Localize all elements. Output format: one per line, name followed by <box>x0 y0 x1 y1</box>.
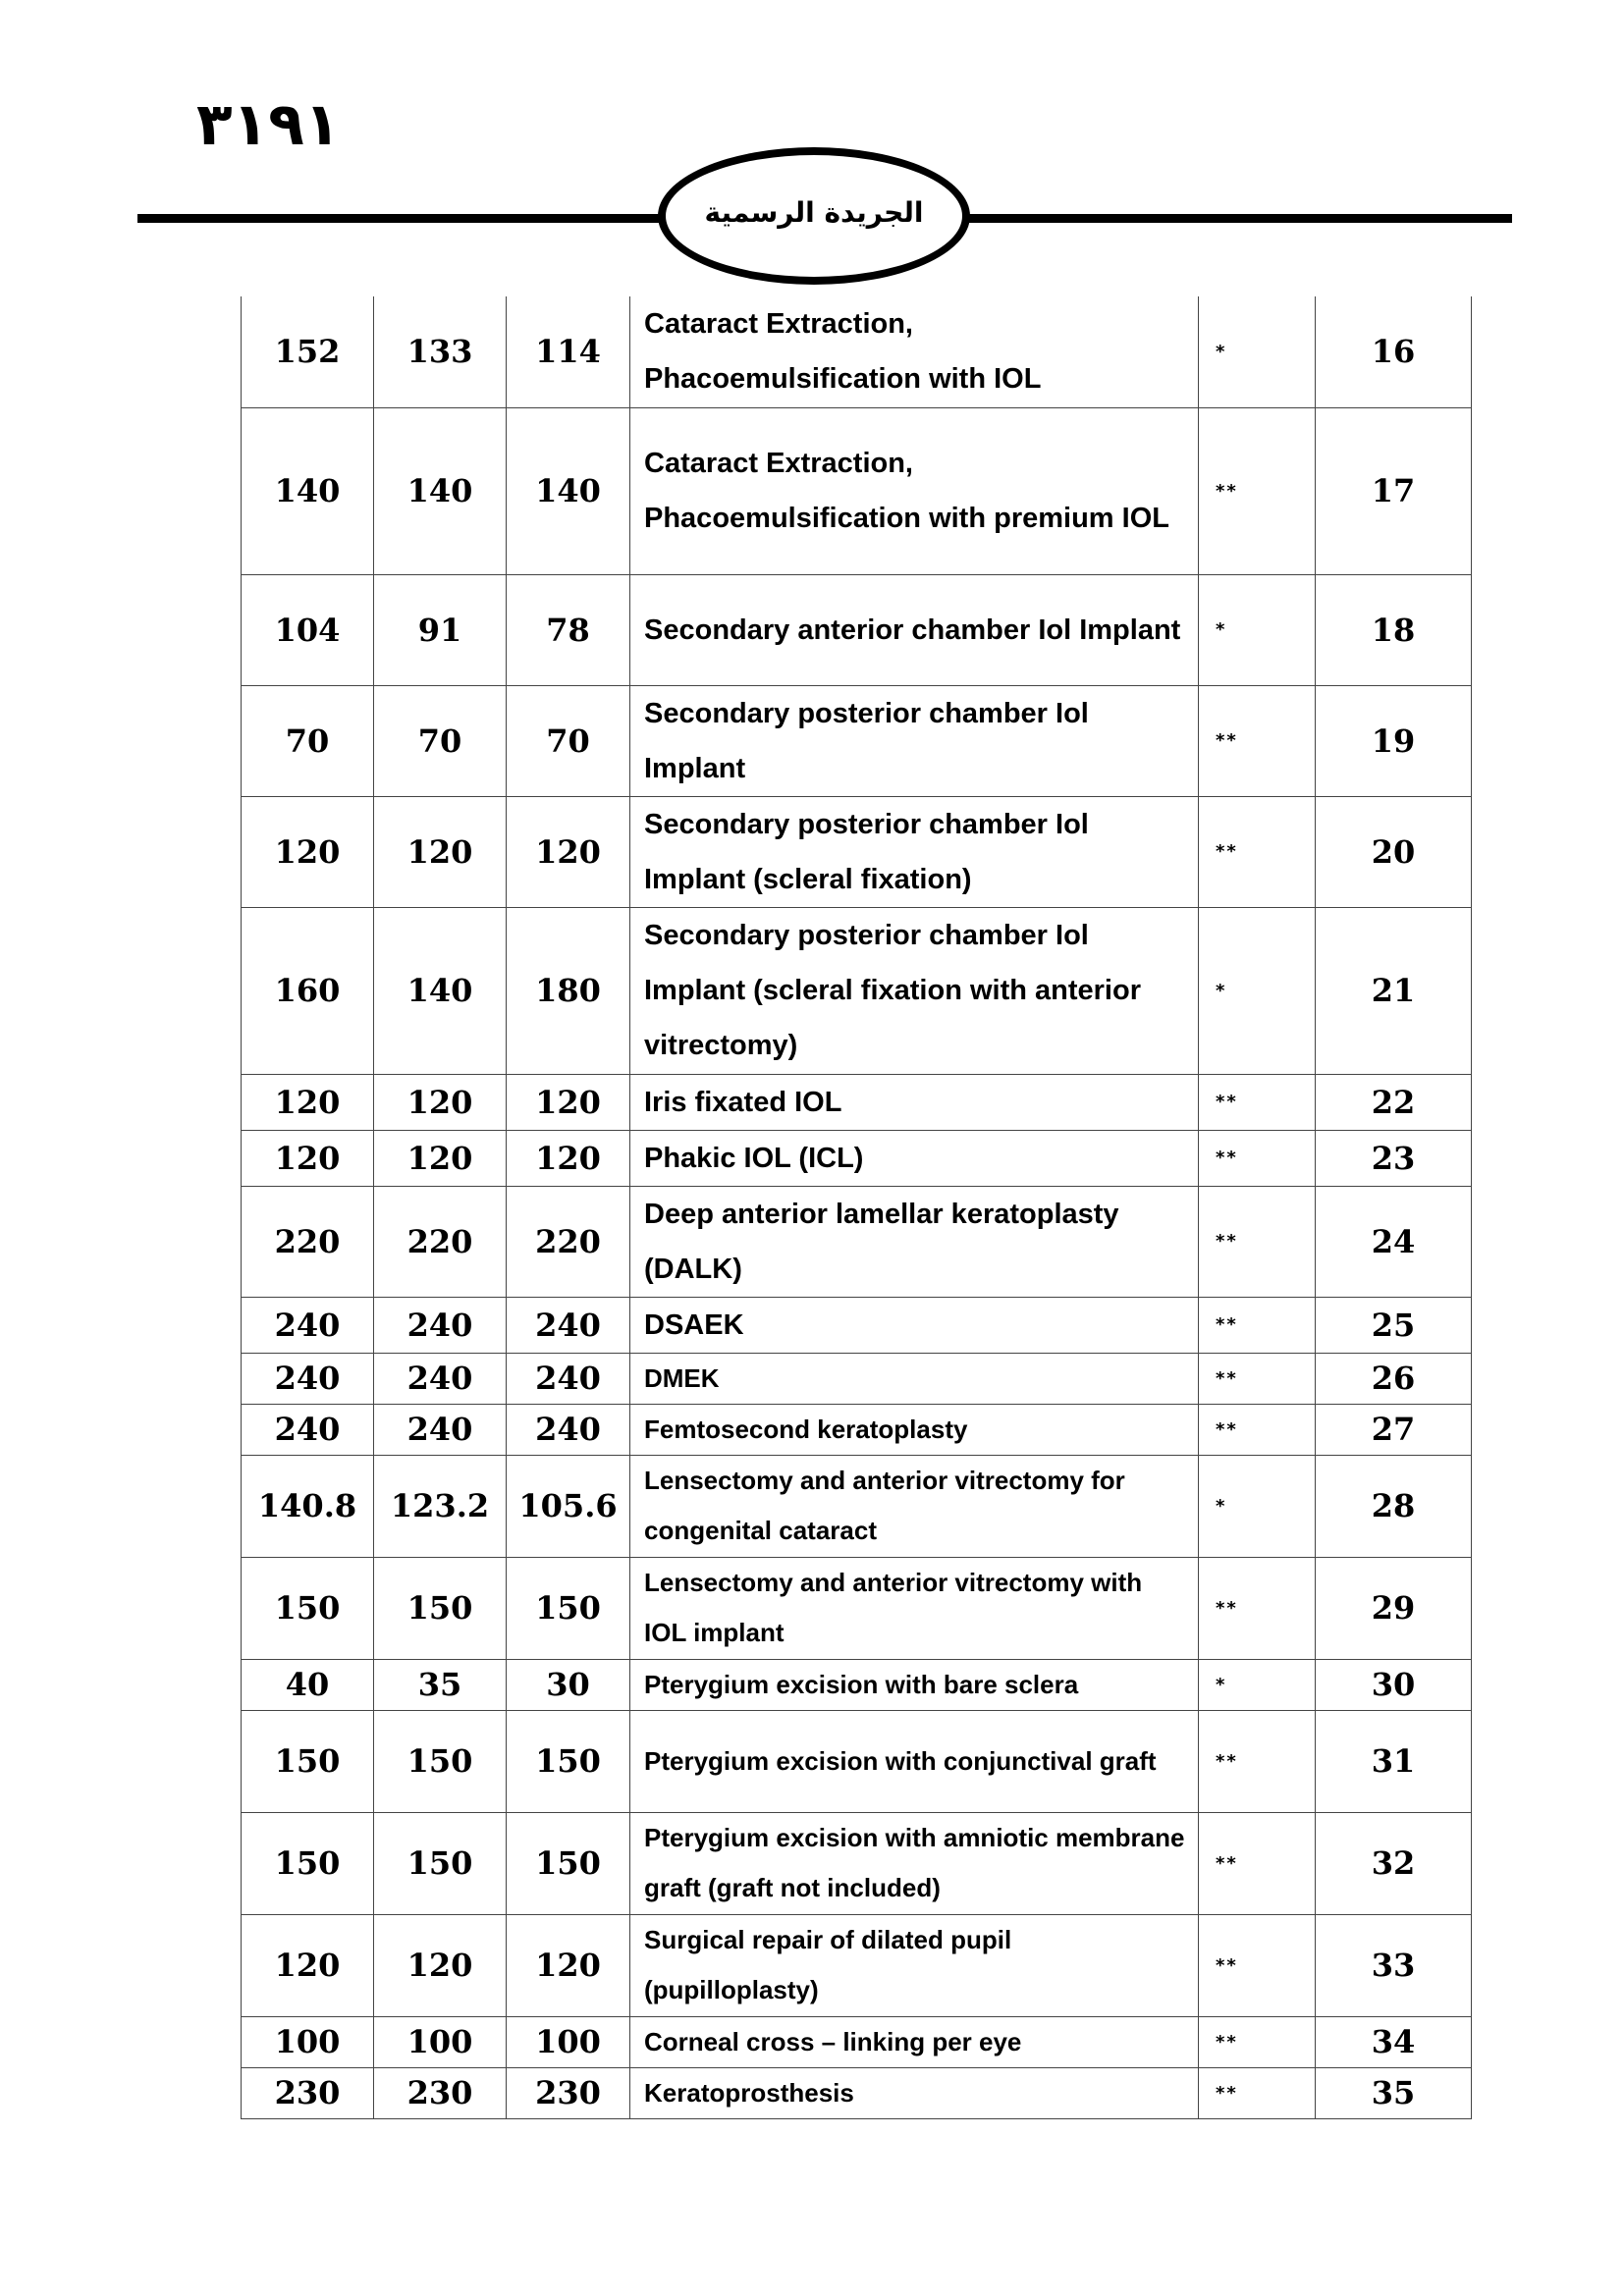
fee-cell-3: 220 <box>507 1186 630 1297</box>
fee-cell-1: 100 <box>242 2016 374 2067</box>
row-number-cell: 17 <box>1316 407 1472 574</box>
mark-cell: * <box>1199 296 1316 407</box>
mark-cell: ** <box>1199 796 1316 907</box>
row-number-cell: 16 <box>1316 296 1472 407</box>
row-number-cell: 18 <box>1316 574 1472 685</box>
row-number-cell: 30 <box>1316 1659 1472 1710</box>
fee-cell-3: 78 <box>507 574 630 685</box>
row-number-cell: 21 <box>1316 907 1472 1074</box>
fee-cell-2: 120 <box>374 1130 507 1186</box>
mark-cell: ** <box>1199 1186 1316 1297</box>
table-row <box>242 407 1472 574</box>
fee-cell-1: 140 <box>242 407 374 574</box>
fee-cell-1: 150 <box>242 1557 374 1659</box>
procedure-cell: Lensectomy and anterior vitrectomy for congenital cataract <box>630 1455 1199 1557</box>
fee-cell-2: 140 <box>374 907 507 1074</box>
table-row <box>242 1404 1472 1455</box>
procedure-cell: Secondary posterior chamber Iol Implant <box>630 685 1199 796</box>
mark-cell: ** <box>1199 1404 1316 1455</box>
fee-cell-3: 180 <box>507 907 630 1074</box>
procedure-cell: Secondary anterior chamber Iol Implant <box>630 574 1199 685</box>
procedure-cell: Pterygium excision with amniotic membrane graft (graft not included) <box>630 1812 1199 1914</box>
fee-cell-2: 35 <box>374 1659 507 1710</box>
fee-cell-1: 240 <box>242 1297 374 1353</box>
fee-cell-3: 30 <box>507 1659 630 1710</box>
fee-cell-2: 150 <box>374 1557 507 1659</box>
fee-cell-1: 120 <box>242 1130 374 1186</box>
table-row <box>242 1557 1472 1659</box>
table-row <box>242 907 1472 1074</box>
mark-cell: ** <box>1199 407 1316 574</box>
fee-cell-2: 70 <box>374 685 507 796</box>
fee-cell-2: 150 <box>374 1812 507 1914</box>
procedure-cell: DMEK <box>630 1353 1199 1404</box>
row-number-cell: 32 <box>1316 1812 1472 1914</box>
fee-cell-2: 100 <box>374 2016 507 2067</box>
procedure-cell: Lensectomy and anterior vitrectomy with IOL implant <box>630 1557 1199 1659</box>
mark-cell: ** <box>1199 1812 1316 1914</box>
fee-cell-3: 150 <box>507 1557 630 1659</box>
fee-cell-1: 150 <box>242 1710 374 1812</box>
mark-cell: * <box>1199 907 1316 1074</box>
mark-cell: * <box>1199 574 1316 685</box>
fee-cell-1: 240 <box>242 1404 374 1455</box>
procedure-cell: DSAEK <box>630 1297 1199 1353</box>
procedure-cell: Phakic IOL (ICL) <box>630 1130 1199 1186</box>
table-row <box>242 1659 1472 1710</box>
table-row <box>242 1353 1472 1404</box>
fee-cell-2: 120 <box>374 796 507 907</box>
row-number-cell: 33 <box>1316 1914 1472 2016</box>
fee-cell-1: 240 <box>242 1353 374 1404</box>
procedure-cell: Cataract Extraction, Phacoemulsification with premium IOL <box>630 407 1199 574</box>
gazette-oval <box>658 147 970 285</box>
fee-cell-2: 240 <box>374 1404 507 1455</box>
procedure-cell: Secondary posterior chamber Iol Implant (scleral fixation) <box>630 796 1199 907</box>
fee-cell-1: 120 <box>242 1914 374 2016</box>
fee-cell-1: 104 <box>242 574 374 685</box>
procedure-cell: Femtosecond keratoplasty <box>630 1404 1199 1455</box>
fee-cell-2: 240 <box>374 1353 507 1404</box>
row-number-cell: 35 <box>1316 2067 1472 2118</box>
gazette-title: الجريدة الرسمية <box>704 195 924 229</box>
fee-cell-3: 105.6 <box>507 1455 630 1557</box>
table-row <box>242 1130 1472 1186</box>
table-row <box>242 1710 1472 1812</box>
table-row <box>242 2016 1472 2067</box>
row-number-cell: 31 <box>1316 1710 1472 1812</box>
fee-cell-1: 160 <box>242 907 374 1074</box>
fee-cell-2: 150 <box>374 1710 507 1812</box>
table-row <box>242 1455 1472 1557</box>
mark-cell: * <box>1199 1659 1316 1710</box>
fee-cell-3: 230 <box>507 2067 630 2118</box>
row-number-cell: 28 <box>1316 1455 1472 1557</box>
procedure-cell: Iris fixated IOL <box>630 1074 1199 1130</box>
fee-cell-3: 100 <box>507 2016 630 2067</box>
row-number-cell: 26 <box>1316 1353 1472 1404</box>
procedure-cell: Deep anterior lamellar keratoplasty (DALK) <box>630 1186 1199 1297</box>
procedure-cell: Keratoprosthesis <box>630 2067 1199 2118</box>
mark-cell: ** <box>1199 1297 1316 1353</box>
fee-cell-3: 240 <box>507 1353 630 1404</box>
fee-cell-1: 120 <box>242 1074 374 1130</box>
fee-cell-2: 91 <box>374 574 507 685</box>
row-number-cell: 19 <box>1316 685 1472 796</box>
fee-cell-3: 240 <box>507 1297 630 1353</box>
fee-cell-3: 240 <box>507 1404 630 1455</box>
mark-cell: * <box>1199 1455 1316 1557</box>
fee-cell-2: 120 <box>374 1074 507 1130</box>
row-number-cell: 20 <box>1316 796 1472 907</box>
fee-cell-1: 140.8 <box>242 1455 374 1557</box>
table-row <box>242 2067 1472 2118</box>
mark-cell: ** <box>1199 1914 1316 2016</box>
mark-cell: ** <box>1199 685 1316 796</box>
table-row <box>242 1297 1472 1353</box>
mark-cell: ** <box>1199 2067 1316 2118</box>
fee-cell-3: 150 <box>507 1710 630 1812</box>
table-row <box>242 1074 1472 1130</box>
fee-cell-3: 114 <box>507 296 630 407</box>
procedure-cell: Pterygium excision with conjunctival graft <box>630 1710 1199 1812</box>
mark-cell: ** <box>1199 1557 1316 1659</box>
procedure-cell: Corneal cross – linking per eye <box>630 2016 1199 2067</box>
mark-cell: ** <box>1199 2016 1316 2067</box>
fee-cell-2: 240 <box>374 1297 507 1353</box>
mark-cell: ** <box>1199 1074 1316 1130</box>
fee-cell-3: 70 <box>507 685 630 796</box>
procedure-cell: Cataract Extraction, Phacoemulsification with IOL <box>630 296 1199 407</box>
table-row <box>242 1186 1472 1297</box>
fees-table <box>241 296 1472 2119</box>
fee-cell-3: 140 <box>507 407 630 574</box>
fee-cell-1: 70 <box>242 685 374 796</box>
fee-cell-3: 150 <box>507 1812 630 1914</box>
fee-cell-3: 120 <box>507 1074 630 1130</box>
fee-cell-1: 120 <box>242 796 374 907</box>
page-number: ٣١٩١ <box>196 90 341 159</box>
fee-cell-2: 120 <box>374 1914 507 2016</box>
mark-cell: ** <box>1199 1130 1316 1186</box>
table-row <box>242 296 1472 407</box>
row-number-cell: 25 <box>1316 1297 1472 1353</box>
procedure-cell: Pterygium excision with bare sclera <box>630 1659 1199 1710</box>
fee-cell-1: 230 <box>242 2067 374 2118</box>
row-number-cell: 24 <box>1316 1186 1472 1297</box>
row-number-cell: 22 <box>1316 1074 1472 1130</box>
table-row <box>242 1914 1472 2016</box>
mark-cell: ** <box>1199 1710 1316 1812</box>
fee-cell-2: 123.2 <box>374 1455 507 1557</box>
row-number-cell: 27 <box>1316 1404 1472 1455</box>
fee-cell-1: 152 <box>242 296 374 407</box>
table-row <box>242 796 1472 907</box>
mark-cell: ** <box>1199 1353 1316 1404</box>
fee-cell-3: 120 <box>507 796 630 907</box>
fee-cell-2: 220 <box>374 1186 507 1297</box>
row-number-cell: 29 <box>1316 1557 1472 1659</box>
fee-cell-2: 133 <box>374 296 507 407</box>
table-row <box>242 685 1472 796</box>
table-row <box>242 574 1472 685</box>
fee-cell-1: 220 <box>242 1186 374 1297</box>
fee-cell-3: 120 <box>507 1914 630 2016</box>
fee-cell-2: 140 <box>374 407 507 574</box>
fee-cell-1: 40 <box>242 1659 374 1710</box>
procedure-cell: Secondary posterior chamber Iol Implant (scleral fixation with anterior vitrectomy) <box>630 907 1199 1074</box>
row-number-cell: 34 <box>1316 2016 1472 2067</box>
table-row <box>242 1812 1472 1914</box>
fee-cell-2: 230 <box>374 2067 507 2118</box>
fee-cell-3: 120 <box>507 1130 630 1186</box>
procedure-cell: Surgical repair of dilated pupil (pupilloplasty) <box>630 1914 1199 2016</box>
fee-cell-1: 150 <box>242 1812 374 1914</box>
row-number-cell: 23 <box>1316 1130 1472 1186</box>
